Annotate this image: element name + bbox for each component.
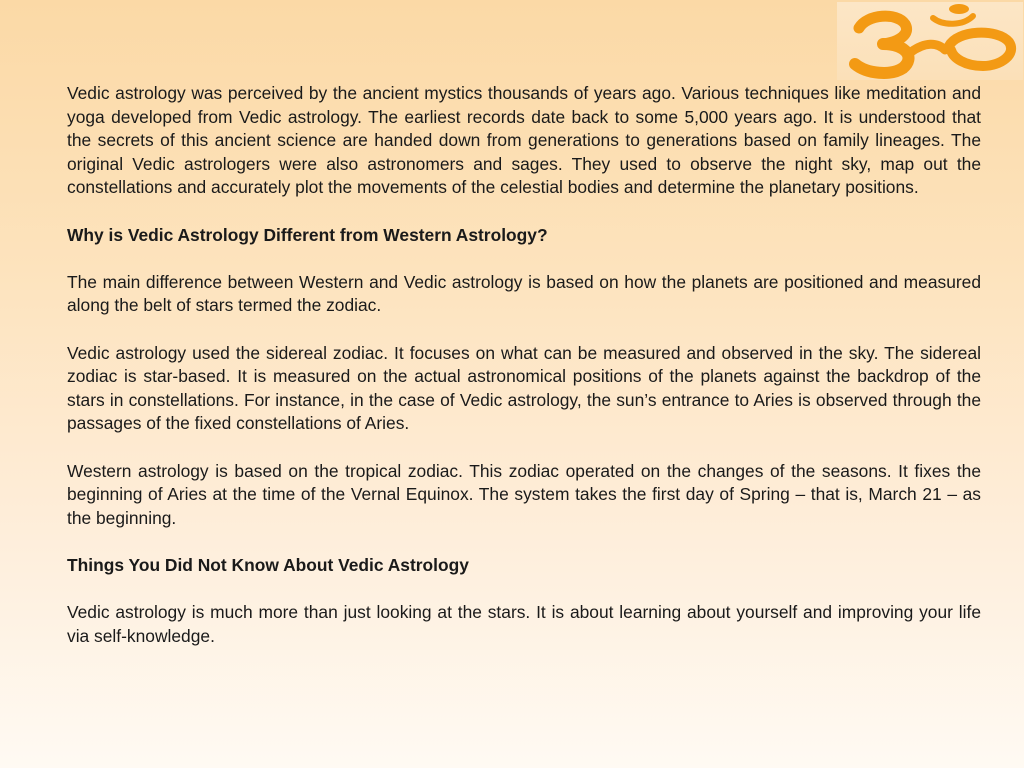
article-body bbox=[67, 82, 981, 648]
om-logo bbox=[837, 2, 1023, 80]
intro-paragraph: Vedic astrology was perceived by the ancient mystics thousands of years ago. Various techniques like meditation and yoga developed from Vedic astrology. The earliest records date back to some 5,000 years ago. It is understood that the secrets of this ancient science are handed down from generations to generations based on family lineages. The original Vedic astrologers were also astronomers and sages. They used to observe the night sky, map out the constellations and accurately plot the movements of the celestial bodies and determine the planetary positions. bbox=[67, 83, 981, 198]
difference-paragraph: The main difference between Western and Vedic astrology is based on how the planets are positioned and measured along the belt of stars termed the zodiac. bbox=[67, 271, 981, 316]
tropical-paragraph: Western astrology is based on the tropical zodiac. This zodiac operated on the changes of the seasons. It fixes the beginning of Aries at the time of the Vernal Equinox. The system takes the first day of Spring – that is, March 21 – as the beginning. bbox=[67, 460, 981, 528]
section-heading-difference: Why is Vedic Astrology Different from Western Astrology? bbox=[67, 224, 548, 245]
om-symbol-icon bbox=[837, 2, 1023, 80]
section-heading-things: Things You Did Not Know About Vedic Astrology bbox=[67, 554, 469, 575]
self-knowledge-paragraph: Vedic astrology is much more than just looking at the stars. It is about learning about yourself and improving your life via self-knowledge. bbox=[67, 602, 981, 646]
sidereal-paragraph: Vedic astrology used the sidereal zodiac. It focuses on what can be measured and observed in the sky. The sidereal zodiac is star-based. It is measured on the actual astronomical positions of the planets against the backdrop of the stars in constellations. For instance, in the case of Vedic astrology, the sun’s entrance to Aries is observed through the passages of the fixed constellations of Aries. bbox=[67, 342, 981, 434]
